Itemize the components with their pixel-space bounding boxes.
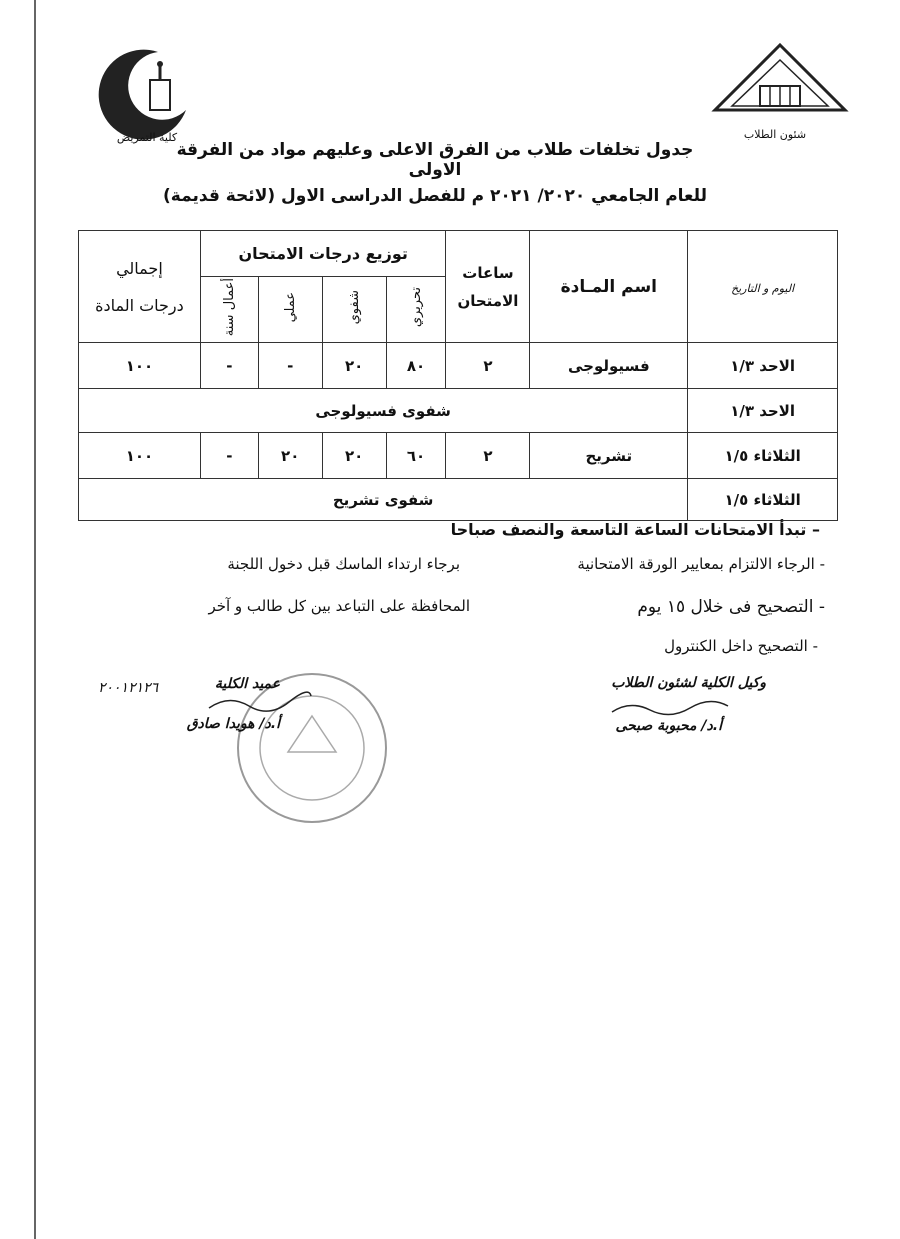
row-total: ١٠٠: [79, 433, 201, 479]
row-date: الاحد ١/٣: [688, 389, 838, 433]
dean-title: عميد الكلية: [214, 676, 280, 692]
row-merged-oral-exam: شفوى تشريح: [79, 479, 688, 521]
row-practical: ٢٠: [258, 433, 322, 479]
table-row: [79, 433, 838, 479]
row-total: ١٠٠: [79, 343, 201, 389]
row-written: ٦٠: [386, 433, 446, 479]
header-written: تحريري: [386, 277, 446, 343]
table-row: [79, 343, 838, 389]
header-total-line1: إجمالي: [116, 258, 163, 278]
header-practical: عملي: [258, 277, 322, 343]
handwritten-number: ٢٠٠١٢١٢٦: [98, 680, 159, 696]
document-subtitle: للعام الجامعي ٢٠٢٠/ ٢٠٢١ م للفصل الدراسى الاول (لائحة قديمة): [163, 186, 707, 206]
note-start-time: – تبدأ الامتحانات الساعة التاسعة والنصف صباحا: [450, 520, 820, 539]
table-row: [79, 479, 838, 521]
student-affairs-caption: شئون الطلاب: [743, 128, 807, 141]
row-hours: ٢: [446, 433, 530, 479]
note-correction-control: - التصحيح داخل الكنترول: [664, 637, 818, 655]
note-exam-rules: - الرجاء الالتزام بمعايير الورقة الامتحانية: [577, 555, 825, 573]
row-oral: ٢٠: [322, 433, 386, 479]
row-practical: -: [258, 343, 322, 389]
vice-dean-name: أ.د/ محبوبة صبحى: [615, 718, 722, 734]
dean-name: أ.د/ هويدا صادق: [186, 716, 280, 732]
note-mask: برجاء ارتداء الماسك قبل دخول اللجنة: [227, 555, 460, 573]
row-subject: تشريح: [530, 433, 688, 479]
header-total: [79, 231, 201, 343]
benha-university-logo: [710, 40, 850, 140]
row-date: الثلاثاء ١/٥: [688, 479, 838, 521]
header-total-line2: درجات المادة: [95, 295, 184, 315]
row-date: الثلاثاء ١/٥: [688, 433, 838, 479]
row-yearwork: -: [200, 343, 258, 389]
row-date: الاحد ١/٣: [688, 343, 838, 389]
row-oral: ٢٠: [322, 343, 386, 389]
row-written: ٨٠: [386, 343, 446, 389]
header-oral: شفوي: [322, 277, 386, 343]
header-date: اليوم و التاريخ: [688, 231, 838, 343]
header-subject: اسم المـادة: [530, 231, 688, 343]
document-title: جدول تخلفات طلاب من الفرق الاعلى وعليهم مواد من الفرقة الاولى: [176, 140, 694, 180]
faculty-logo-caption: كلية التمريض: [116, 131, 178, 144]
row-subject: فسيولوجى: [530, 343, 688, 389]
header-hours: ساعات الامتحان: [446, 231, 530, 343]
exam-schedule-table: [78, 230, 838, 521]
row-hours: ٢: [446, 343, 530, 389]
table-row: [79, 389, 838, 433]
vice-dean-title: وكيل الكلية لشئون الطلاب: [611, 675, 766, 691]
header-distribution: توزيع درجات الامتحان: [200, 231, 446, 277]
note-correction-days: - التصحيح فى خلال ١٥ يوم: [637, 597, 825, 617]
header-yearwork: أعمال سنة: [200, 277, 258, 343]
row-merged-oral-exam: شفوى فسيولوجى: [79, 389, 688, 433]
note-distancing: المحافظة على التباعد بين كل طالب و آخر: [208, 597, 470, 615]
row-yearwork: -: [200, 433, 258, 479]
